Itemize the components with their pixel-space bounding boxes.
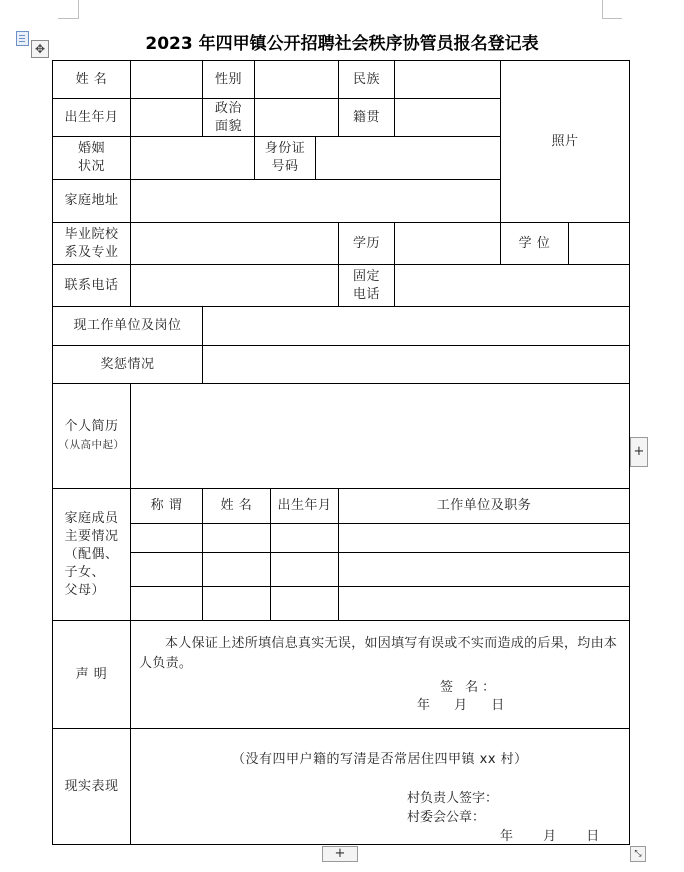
field-education[interactable] <box>394 222 501 265</box>
label-native-place: 籍贯 <box>338 98 395 137</box>
family-cell[interactable] <box>130 523 203 553</box>
family-header-relation: 称 谓 <box>130 488 203 524</box>
field-id-number[interactable] <box>315 136 501 180</box>
field-gender[interactable] <box>254 60 339 99</box>
village-committee-seal: 村委会公章： <box>407 810 486 825</box>
field-school[interactable] <box>130 222 339 265</box>
label-actual-performance: 现实表现 <box>52 728 131 845</box>
family-cell[interactable] <box>338 523 630 553</box>
field-name[interactable] <box>130 60 203 99</box>
field-awards[interactable] <box>202 345 630 384</box>
photo-label: 照片 <box>551 133 579 149</box>
field-marital[interactable] <box>130 136 255 180</box>
actual-performance-date: 年 月 日 <box>500 829 600 844</box>
field-birth[interactable] <box>130 98 203 137</box>
field-degree[interactable] <box>568 222 630 265</box>
table-resize-handle-icon[interactable]: ⤡ <box>630 846 646 862</box>
page-corner-mark <box>602 0 603 18</box>
field-native-place[interactable] <box>394 98 501 137</box>
label-school: 毕业院校 系及专业 <box>52 222 131 265</box>
declaration-signature: 签 名： <box>440 680 500 695</box>
label-gender: 性别 <box>202 60 255 99</box>
family-cell[interactable] <box>338 552 630 587</box>
family-header-job: 工作单位及职务 <box>338 488 630 524</box>
add-row-icon[interactable]: + <box>322 846 358 862</box>
label-education: 学历 <box>338 222 395 265</box>
field-resume[interactable] <box>130 383 630 489</box>
field-landline[interactable] <box>394 264 630 307</box>
family-cell[interactable] <box>270 586 339 621</box>
field-current-work[interactable] <box>202 306 630 346</box>
family-cell[interactable] <box>130 552 203 587</box>
family-cell[interactable] <box>270 523 339 553</box>
label-declaration: 声 明 <box>52 620 131 729</box>
page-title: 2023 年四甲镇公开招聘社会秩序协管员报名登记表 <box>145 34 539 54</box>
label-family: 家庭成员 主要情况 （配偶、 子女、 父母） <box>52 488 131 621</box>
label-degree: 学 位 <box>500 222 569 265</box>
table-move-handle-icon[interactable]: ✥ <box>31 40 49 58</box>
field-political[interactable] <box>254 98 339 137</box>
photo-box[interactable] <box>500 60 630 223</box>
label-landline: 固定 电话 <box>338 264 395 307</box>
field-address[interactable] <box>130 179 501 223</box>
family-cell[interactable] <box>202 586 271 621</box>
family-cell[interactable] <box>270 552 339 587</box>
family-cell[interactable] <box>130 586 203 621</box>
label-id-number: 身份证 号码 <box>254 136 316 180</box>
family-cell[interactable] <box>202 523 271 553</box>
label-name: 姓 名 <box>52 60 131 99</box>
family-header-birth: 出生年月 <box>270 488 339 524</box>
label-resume: 个人简历 （从高中起） <box>52 383 131 489</box>
label-awards: 奖惩情况 <box>52 345 203 384</box>
declaration-date: 年 月 日 <box>417 698 505 713</box>
family-cell[interactable] <box>338 586 630 621</box>
field-ethnicity[interactable] <box>394 60 501 99</box>
label-ethnicity: 民族 <box>338 60 395 99</box>
add-column-icon[interactable]: + <box>630 437 648 467</box>
family-header-name: 姓 名 <box>202 488 271 524</box>
page-corner-mark <box>602 18 622 19</box>
label-phone: 联系电话 <box>52 264 131 307</box>
page-corner-mark <box>58 18 79 19</box>
label-current-work: 现工作单位及岗位 <box>52 306 203 346</box>
label-political: 政治 面貌 <box>202 98 255 137</box>
actual-performance-note: （没有四甲户籍的写清是否常居住四甲镇 xx 村） <box>232 752 528 767</box>
label-marital: 婚姻 状况 <box>52 136 131 180</box>
page-corner-mark <box>78 0 79 18</box>
village-head-signature: 村负责人签字： <box>407 791 499 806</box>
field-phone[interactable] <box>130 264 339 307</box>
family-cell[interactable] <box>202 552 271 587</box>
label-address: 家庭地址 <box>52 179 131 223</box>
label-birth: 出生年月 <box>52 98 131 137</box>
declaration-text: 本人保证上述所填信息真实无误，如因填写有误或不实而造成的后果，均由本人负责。 <box>139 636 618 671</box>
